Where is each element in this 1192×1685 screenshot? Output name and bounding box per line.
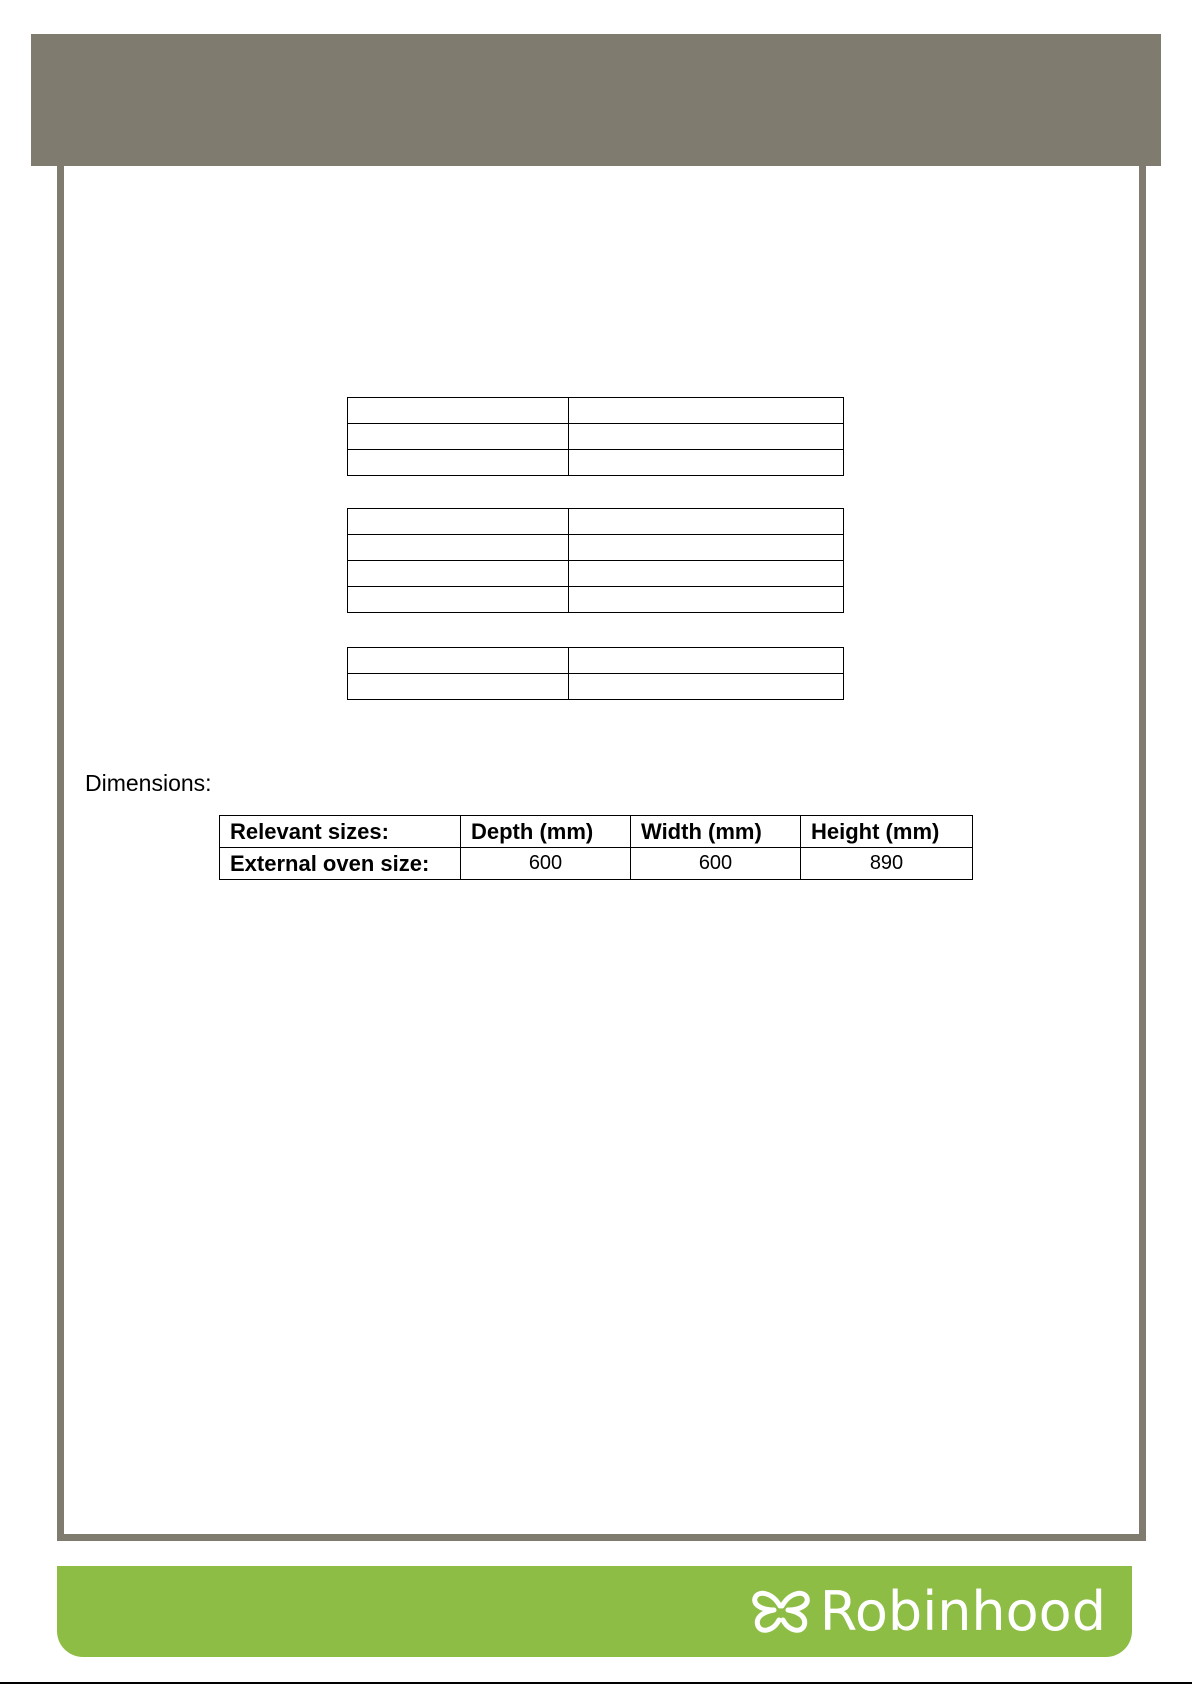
header-band xyxy=(31,34,1161,166)
row-label-external-oven-size: External oven size: xyxy=(220,848,461,880)
table-row xyxy=(348,535,844,561)
table-cell xyxy=(569,674,844,700)
table-header-row xyxy=(220,816,973,848)
header-width: Width (mm) xyxy=(631,816,801,848)
table-cell xyxy=(348,424,569,450)
table-row xyxy=(348,509,844,535)
table-row xyxy=(348,424,844,450)
table-row xyxy=(348,450,844,476)
table-row xyxy=(348,398,844,424)
table-cell xyxy=(569,535,844,561)
table-cell xyxy=(348,450,569,476)
logo-text: Robinhood xyxy=(819,1580,1106,1643)
butterfly-icon xyxy=(750,1586,812,1638)
table-cell xyxy=(348,398,569,424)
spec-table-2 xyxy=(347,508,844,613)
dimensions-title: Dimensions: xyxy=(85,770,212,796)
table-row xyxy=(348,561,844,587)
bottom-rule xyxy=(0,1682,1192,1684)
table-row xyxy=(220,848,973,880)
value-height: 890 xyxy=(801,848,973,880)
table-row xyxy=(348,587,844,613)
spec-table-1 xyxy=(347,397,844,476)
table-cell xyxy=(348,535,569,561)
table-cell xyxy=(569,648,844,674)
table-row xyxy=(348,648,844,674)
table-cell xyxy=(348,674,569,700)
table-cell xyxy=(348,561,569,587)
table-cell xyxy=(569,587,844,613)
value-width: 600 xyxy=(631,848,801,880)
spec-table-3 xyxy=(347,647,844,700)
table-cell xyxy=(569,398,844,424)
table-cell xyxy=(348,509,569,535)
table-cell xyxy=(348,587,569,613)
table-cell xyxy=(569,561,844,587)
header-relevant-sizes: Relevant sizes: xyxy=(220,816,461,848)
header-height: Height (mm) xyxy=(801,816,973,848)
table-cell xyxy=(569,509,844,535)
robinhood-logo xyxy=(750,1582,1106,1642)
table-cell xyxy=(569,424,844,450)
table-cell xyxy=(348,648,569,674)
table-row xyxy=(348,674,844,700)
table-cell xyxy=(569,450,844,476)
value-depth: 600 xyxy=(461,848,631,880)
header-depth: Depth (mm) xyxy=(461,816,631,848)
footer-band xyxy=(57,1566,1132,1657)
dimensions-table xyxy=(219,815,973,880)
